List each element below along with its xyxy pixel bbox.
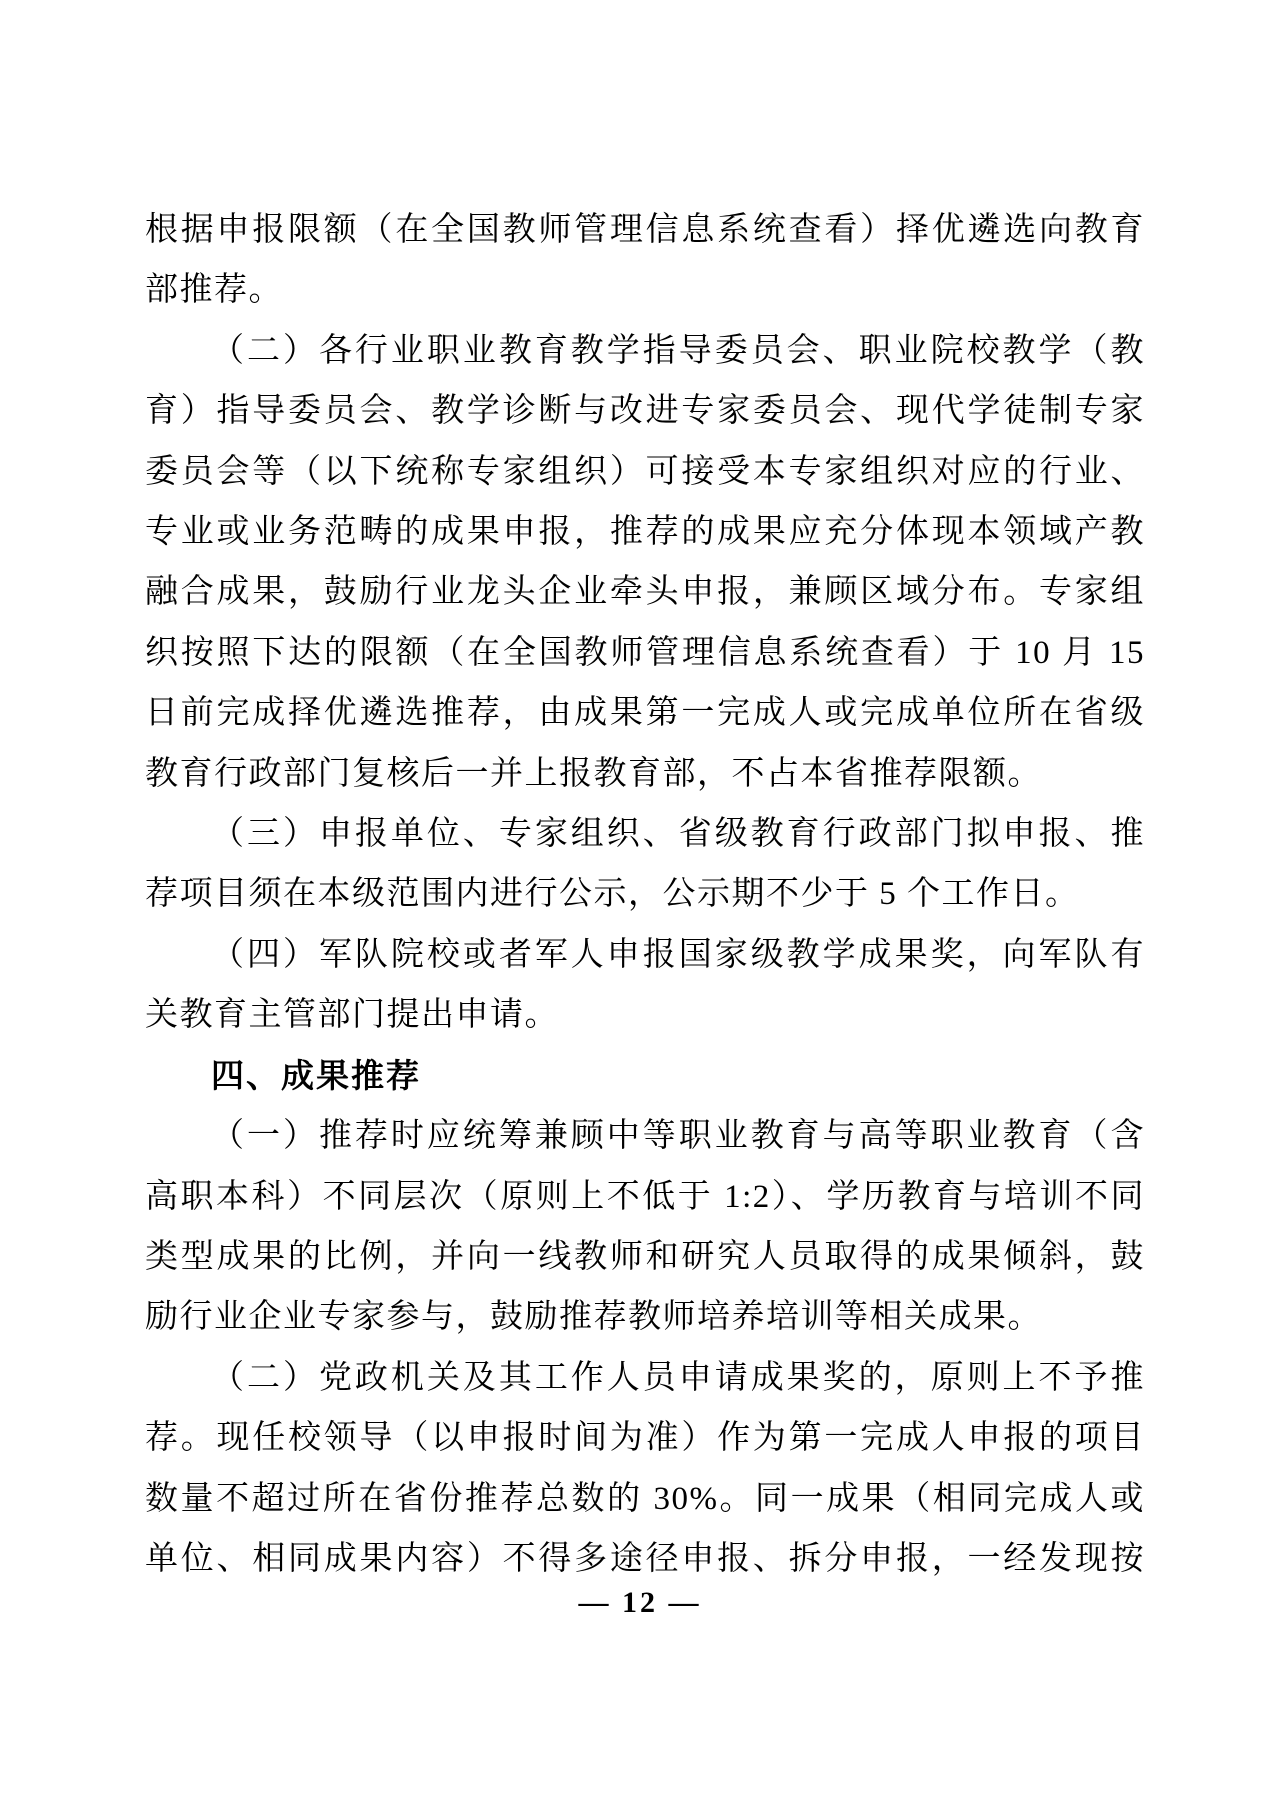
text-line: 日前完成择优遴选推荐，由成果第一完成人或完成单位所在省级 <box>145 695 1145 732</box>
text-line: 部推荐。 <box>145 272 283 309</box>
text-line: 专业或业务范畴的成果申报，推荐的成果应充分体现本领域产教 <box>145 514 1145 551</box>
text-line: 荐项目须在本级范围内进行公示，公示期不少于 5 个工作日。 <box>145 876 1080 913</box>
text-line: （二）党政机关及其工作人员申请成果奖的，原则上不予推 <box>211 1359 1145 1396</box>
text-line: 单位、相同成果内容）不得多途径申报、拆分申报，一经发现按 <box>145 1540 1145 1577</box>
text-line: 融合成果，鼓励行业龙头企业牵头申报，兼顾区域分布。专家组 <box>145 574 1145 611</box>
page-number: — 12 — <box>578 1586 702 1619</box>
text-line: 委员会等（以下统称专家组织）可接受本专家组织对应的行业、 <box>145 453 1145 490</box>
text-line: （三）申报单位、专家组织、省级教育行政部门拟申报、推 <box>211 816 1145 853</box>
text-line: 类型成果的比例，并向一线教师和研究人员取得的成果倾斜，鼓 <box>145 1238 1145 1275</box>
text-line: 高职本科）不同层次（原则上不低于 1:2）、学历教育与培训不同 <box>145 1178 1145 1215</box>
text-line: 织按照下达的限额（在全国教师管理信息系统查看）于 10 月 15 <box>145 634 1145 671</box>
text-line: （四）军队院校或者军人申报国家级教学成果奖，向军队有 <box>211 936 1145 973</box>
text-line: 数量不超过所在省份推荐总数的 30%。同一成果（相同完成人或 <box>145 1480 1145 1517</box>
text-line: 育）指导委员会、教学诊断与改进专家委员会、现代学徒制专家 <box>145 393 1145 430</box>
document-body <box>145 200 1145 1589</box>
text-line: 荐。现任校领导（以申报时间为准）作为第一完成人申报的项目 <box>145 1420 1145 1457</box>
text-line: 教育行政部门复核后一并上报教育部，不占本省推荐限额。 <box>145 755 1042 792</box>
text-line: 根据申报限额（在全国教师管理信息系统查看）择优遴选向教育 <box>145 212 1145 248</box>
section-heading: 四、成果推荐 <box>211 1056 421 1094</box>
text-line: 关教育主管部门提出申请。 <box>145 997 559 1034</box>
text-line: （一）推荐时应统筹兼顾中等职业教育与高等职业教育（含 <box>211 1118 1145 1155</box>
text-line: 励行业企业专家参与，鼓励推荐教师培养培训等相关成果。 <box>145 1299 1042 1336</box>
text-line: （二）各行业职业教育教学指导委员会、职业院校教学（教 <box>211 332 1145 369</box>
